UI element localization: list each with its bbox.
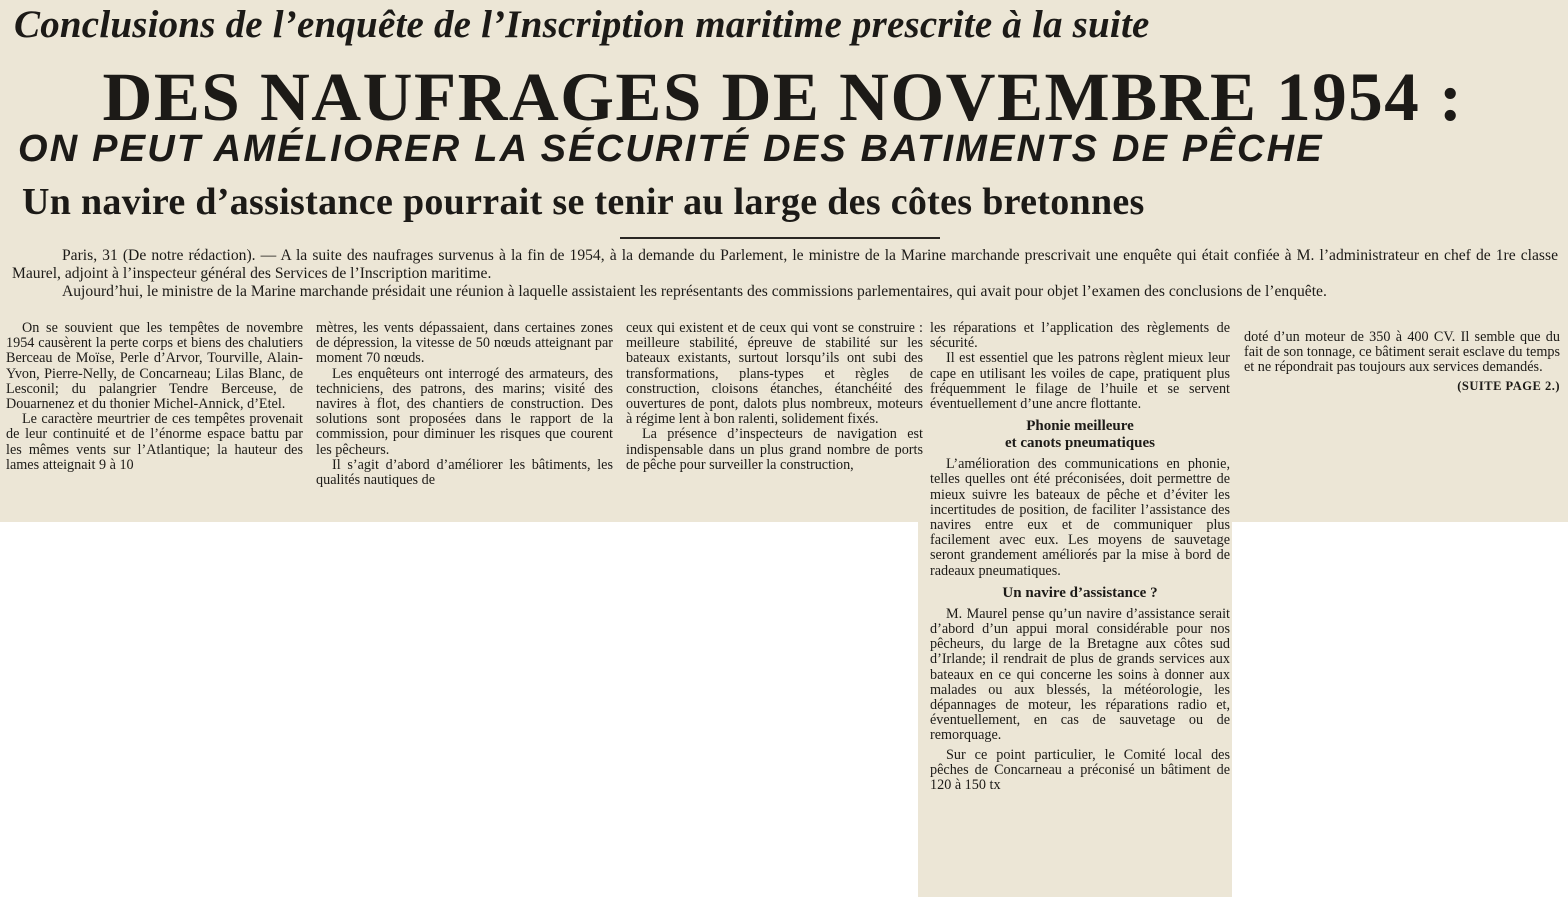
article-lead bbox=[12, 247, 1558, 301]
article-column-1 bbox=[6, 321, 303, 521]
body-paragraph: ceux qui existent et de ceux qui vont se construire : meilleure stabilité, épreuve de stabilité sur les bateaux existants, surtout lorsqu’ils ont subi des transformations, plans-types et règles de construction, cloisons étanches, étanchéité des ouvertures de pont, dalots plus nombreux, moteurs à régime lent à bon ralenti, solidement fixés. bbox=[626, 321, 923, 428]
continued-on-page-note: (SUITE PAGE 2.) bbox=[1457, 378, 1560, 393]
article-kicker: Conclusions de l’enquête de l’Inscription maritime prescrite à la suite bbox=[14, 3, 1150, 46]
article-headline: DES NAUFRAGES DE NOVEMBRE 1954 : bbox=[102, 59, 1464, 135]
body-paragraph: M. Maurel pense qu’un navire d’assistance serait d’abord d’un appui moral considérable pour nos pêcheurs, du large de la Bretagne aux côtes sud d’Irlande; il rendrait de plus de grands services aux bateaux en ce qui concerne les soins à donner aux malades ou aux blessés, la météorologie, les dépannages de moteur, les réparations radio et, éventuellement, en cas de sauvetage ou de remorquage. bbox=[930, 605, 1230, 744]
headline-divider bbox=[620, 237, 940, 239]
body-paragraph: Sur ce point particulier, le Comité local des pêches de Concarneau a préconisé un bâtiment de 120 à 150 tx bbox=[930, 746, 1230, 794]
article-deck: Un navire d’assistance pourrait se tenir au large des côtes bretonnes bbox=[22, 181, 1145, 223]
body-paragraph: La présence d’inspecteurs de navigation est indispensable dans un plus grand nombre de ports de pêche pour surveiller la construction, bbox=[626, 426, 923, 473]
body-paragraph: Il est essentiel que les patrons règlent mieux leur cape en utilisant les voiles de cape, pratiquent plus fréquemment le filage de l’huile et se servent éventuellement d’une ancre flottante. bbox=[930, 350, 1230, 413]
lead-paragraph: Aujourd’hui, le ministre de la Marine marchande présidait une réunion à laquelle assistaient les représentants des commissions parlementaires, qui avait pour objet l’examen des conclusions de l’enquête. bbox=[62, 283, 1327, 300]
section-subheading-phonie bbox=[930, 418, 1230, 452]
subheading-line: et canots pneumatiques bbox=[1004, 435, 1155, 452]
body-paragraph: Il s’agit d’abord d’améliorer les bâtiments, les qualités nautiques de bbox=[316, 456, 613, 489]
body-paragraph: L’amélioration des communications en phonie, telles quelles ont été préconisées, doit permettre de mieux suivre les bateaux de pêche et d’éviter les incertitudes de position, de faciliter l’assistance des navires entre eux et de communiquer plus facilement avec eux. Les moyens de sauvetage seront grandement améliorés par la mise à bord de radeaux pneumatiques. bbox=[930, 456, 1230, 579]
article-column-3 bbox=[626, 321, 923, 521]
subheading-line: Phonie meilleure bbox=[1026, 418, 1134, 435]
article-column-4 bbox=[930, 321, 1230, 897]
body-paragraph: doté d’un moteur de 350 à 400 CV. Il semble que du fait de son tonnage, ce bâtiment serait esclave du temps et ne répondrait pas toujours aux services demandés. bbox=[1244, 330, 1560, 376]
body-paragraph: les réparations et l’application des règlements de sécurité. bbox=[930, 321, 1230, 352]
article-column-5 bbox=[1244, 330, 1560, 430]
article-column-2 bbox=[316, 321, 613, 521]
body-paragraph: Le caractère meurtrier de ces tempêtes provenait de leur continuité et de l’énorme espace battu par les mêmes vents sur l’Atlantique; la hauteur des lames atteignait 9 à 10 bbox=[6, 411, 303, 473]
body-paragraph: Les enquêteurs ont interrogé des armateurs, des techniciens, des patrons, des marins; visité des navires à flot, des chantiers de construction. Des solutions sont proposées dans le rapport de la commission, pour diminuer les risques que courent les pêcheurs. bbox=[316, 365, 613, 458]
lead-paragraph: Paris, 31 (De notre rédaction). — A la suite des naufrages survenus à la fin de 1954, à la demande du Parlement, le ministre de la Marine marchande prescrivait une enquête qui était confiée à M. l’administrateur en chef de 1re classe Maurel, adjoint à l’inspecteur général des Services de l’Inscription maritime. bbox=[12, 247, 1558, 282]
article-subheadline: ON PEUT AMÉLIORER LA SÉCURITÉ DES BATIMENTS DE PÊCHE bbox=[18, 128, 1324, 170]
body-paragraph: On se souvient que les tempêtes de novembre 1954 causèrent la perte corps et biens des chalutiers Berceau de Moïse, Perle d’Arvor, Tourville, Alain-Yvon, Pierre-Nelly, de Concarneau; Lilas Blanc, de Lesconil; du palangrier Tendre Berceuse, de Douarnenez et du thonier Michel-Annick, d’Etel. bbox=[6, 321, 303, 413]
body-paragraph: mètres, les vents dépassaient, dans certaines zones de dépression, la vitesse de 50 nœuds atteignant par moment 70 nœuds. bbox=[316, 321, 613, 367]
section-subheading-navire: Un navire d’assistance ? bbox=[1002, 584, 1158, 601]
